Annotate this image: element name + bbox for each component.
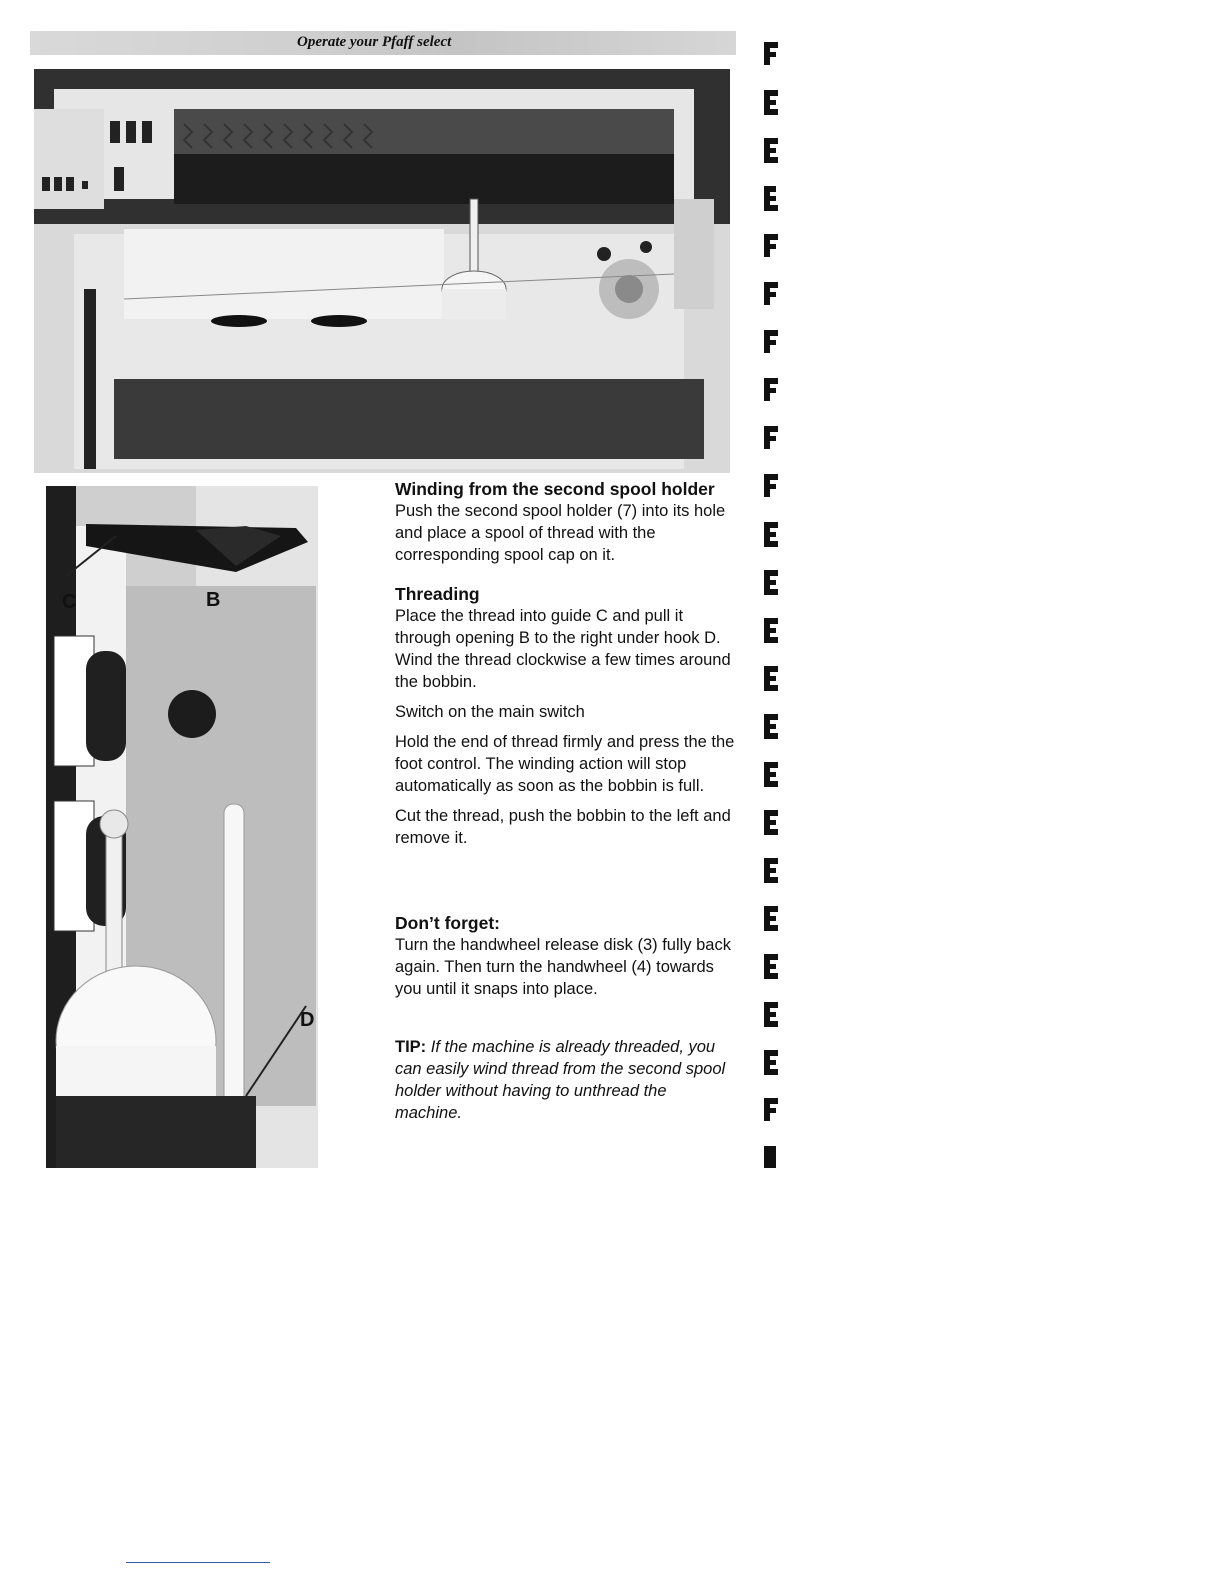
dont-forget-section [395, 912, 735, 1000]
running-header: Operate your Pfaff select [297, 34, 452, 50]
threading-p2: Switch on the main switch [395, 703, 585, 721]
tip-label: TIP: [395, 1038, 427, 1056]
dont-forget-body: Turn the handwheel release disk (3) fully back again. Then turn the handwheel (4) towards you until it snaps into place. [395, 936, 731, 998]
threading-p3: Hold the end of thread firmly and press the the foot control. The winding action will stop automatically as soon as the bobbin is full. [395, 733, 735, 795]
winding-body: Push the second spool holder (7) into its hole and place a spool of thread with the corresponding spool cap on it. [395, 502, 726, 564]
label-b: B [206, 589, 221, 611]
threading-section [395, 583, 735, 849]
machine-top-photo [34, 69, 730, 473]
index-tabs [758, 34, 798, 1174]
tab-marks [758, 34, 798, 1174]
label-c: C [62, 591, 77, 613]
winding-heading: Winding from the second spool holder [395, 479, 715, 499]
footer-rule [126, 1562, 270, 1563]
bobbin-winder-photo [46, 486, 318, 1168]
tip-section [395, 1036, 735, 1124]
tip-body: If the machine is already threaded, you can easily wind thread from the second spool holder without having to unthread the machine. [395, 1038, 726, 1122]
threading-p4: Cut the thread, push the bobbin to the left and remove it. [395, 807, 731, 847]
winding-section [395, 478, 735, 566]
label-d: D [300, 1009, 315, 1031]
dont-forget-heading: Don’t forget: [395, 913, 500, 933]
threading-p1: Place the thread into guide C and pull it through opening B to the right under hook D. Wind the thread clockwise a few times around the bobbin. [395, 607, 731, 691]
threading-heading: Threading [395, 584, 480, 604]
